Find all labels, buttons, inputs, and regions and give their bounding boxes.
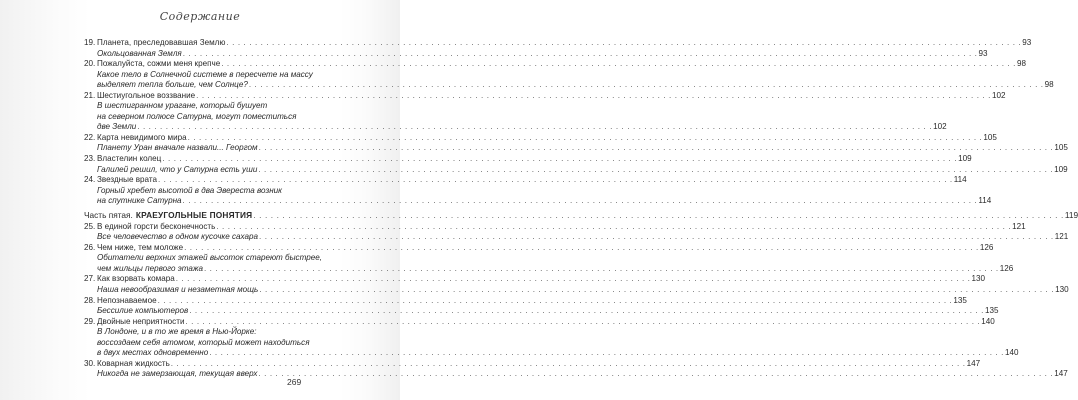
page-ref: 98 xyxy=(1044,80,1054,90)
toc-entry xyxy=(84,59,1054,91)
toc-subtitle-row xyxy=(84,285,1069,296)
toc-entry xyxy=(84,221,1069,243)
page-ref: 121 xyxy=(1054,232,1069,242)
leader-dots xyxy=(137,122,932,133)
section-title: КРАЕУГОЛЬНЫЕ ПОНЯТИЯ xyxy=(135,209,253,220)
toc-subtitle-row xyxy=(84,338,312,349)
toc-chapter-row xyxy=(84,132,997,144)
chapter-title: Карта невидимого мира xyxy=(97,132,187,142)
leader-dots xyxy=(258,369,1053,380)
leader-dots xyxy=(204,264,999,275)
chapter-number: 21. xyxy=(84,90,96,100)
toc-entry xyxy=(84,132,1068,154)
toc-chapter-row xyxy=(84,154,972,165)
chapter-number: 25. xyxy=(84,221,96,231)
section-heading xyxy=(84,209,1078,221)
toc-subtitle-row xyxy=(84,327,312,338)
chapter-title: В единой горсти бесконечность xyxy=(97,221,216,231)
chapter-subtitle: Горный хребет высотой в два Эвереста возник xyxy=(97,185,283,195)
toc-entry xyxy=(84,175,992,207)
toc-subtitle-row xyxy=(84,263,1014,275)
toc-chapter-row xyxy=(84,90,1006,102)
chapter-number: 20. xyxy=(84,59,96,69)
page-ref: 105 xyxy=(1054,143,1068,153)
chapter-number: 26. xyxy=(84,242,96,252)
chapter-number: 30. xyxy=(84,358,96,368)
toc-subtitle-row xyxy=(84,48,988,60)
leader-dots xyxy=(184,243,979,254)
chapter-subtitle: Окольцованная Земля xyxy=(97,48,182,58)
toc-chapter-row xyxy=(84,38,1032,49)
chapter-subtitle: Наша невообразимая и незаметная мощь xyxy=(97,285,259,295)
leader-dots xyxy=(249,80,1044,91)
toc-chapter-row xyxy=(84,358,981,370)
chapter-subtitle: Все человечество в одном кусочке сахара xyxy=(97,232,258,242)
chapter-number: 19. xyxy=(84,38,96,47)
chapter-title: Планета, преследовавшая Землю xyxy=(97,38,226,47)
toc-subtitle-row xyxy=(84,196,992,207)
leader-dots xyxy=(216,222,1011,233)
chapter-number: 24. xyxy=(84,175,96,185)
chapter-subtitle: чем жильцы первого этажа xyxy=(97,263,203,273)
page-ref: 109 xyxy=(1054,164,1068,174)
toc-entry xyxy=(84,90,1006,133)
page-ref: 93 xyxy=(1022,38,1032,47)
leader-dots xyxy=(176,274,971,285)
chapter-subtitle: Бессилие компьютеров xyxy=(97,306,189,316)
chapter-subtitle: Обитатели верхних этажей высоток стареют быстрее, xyxy=(97,253,323,263)
page-header: Содержание xyxy=(159,10,241,23)
chapter-title: Коварная жидкость xyxy=(97,358,170,368)
page-ref: 135 xyxy=(985,306,999,316)
toc-entry xyxy=(84,316,1019,359)
chapter-title: Чем ниже, тем моложе xyxy=(97,242,184,252)
toc-subtitle-row xyxy=(84,348,1019,359)
chapter-title: Властелин колец xyxy=(97,154,162,164)
page-ref: 98 xyxy=(1017,59,1027,69)
toc-chapter-row xyxy=(84,242,994,254)
page-ref: 114 xyxy=(953,175,967,185)
toc-subtitle-row xyxy=(84,369,1068,380)
page-ref: 135 xyxy=(953,295,967,305)
page-ref: 147 xyxy=(1054,369,1068,379)
page-ref: 102 xyxy=(933,122,947,132)
chapter-subtitle: на северном полюсе Сатурна, могут поместиться xyxy=(97,111,297,121)
page-ref: 114 xyxy=(978,196,992,206)
page-ref: 121 xyxy=(1012,221,1026,231)
toc-subtitle-row xyxy=(84,112,312,123)
leader-dots xyxy=(162,154,957,165)
toc-entry xyxy=(84,358,1068,380)
chapter-subtitle: Галилей решил, что у Сатурна есть уши xyxy=(97,164,258,174)
toc-subtitle-row xyxy=(84,70,312,81)
leader-dots xyxy=(226,38,1021,49)
leader-dots xyxy=(221,59,1016,70)
toc-chapter-row xyxy=(84,295,967,307)
chapter-subtitle: две Земли xyxy=(97,122,137,132)
page-ref: 130 xyxy=(1055,285,1069,295)
leader-dots xyxy=(171,359,966,370)
leader-dots xyxy=(259,285,1054,296)
chapter-subtitle: воссоздаем себя атомом, который может находиться xyxy=(97,337,310,347)
toc-subtitle-row xyxy=(84,164,1068,176)
chapter-subtitle: Какое тело в Солнечной системе в пересчете на массу xyxy=(97,69,313,79)
toc-subtitle-row xyxy=(84,306,999,317)
page-ref: 130 xyxy=(971,274,986,284)
page-ref: 105 xyxy=(983,132,997,142)
chapter-title: Как взорвать комара xyxy=(97,274,175,284)
chapter-title: Шестиугольное воззвание xyxy=(97,90,196,100)
chapter-subtitle: В Лондоне, и в то же время в Нью-Йорке: xyxy=(97,327,257,337)
chapter-subtitle: В шестигранном урагане, который бушует xyxy=(97,101,268,111)
chapter-number: 23. xyxy=(84,154,96,164)
page-ref: 140 xyxy=(1005,348,1019,358)
toc-subtitle-row xyxy=(84,186,312,197)
page-ref: 140 xyxy=(981,316,995,326)
leader-dots xyxy=(183,196,978,207)
leader-dots xyxy=(196,91,991,102)
chapter-subtitle: на спутнике Сатурна xyxy=(97,196,182,206)
toc-subtitle-row xyxy=(84,143,1068,154)
section-label: Часть пятая. xyxy=(84,209,133,220)
leader-dots xyxy=(259,143,1054,154)
toc-chapter-row xyxy=(84,221,1026,233)
page-ref: 109 xyxy=(958,154,972,164)
chapter-title: Двойные неприятности xyxy=(97,316,185,326)
toc-chapter-row xyxy=(84,59,1027,70)
toc-subtitle-row xyxy=(84,101,312,112)
toc-chapter-row xyxy=(84,316,995,328)
page-ref: 102 xyxy=(991,90,1006,100)
leader-dots xyxy=(259,232,1054,243)
chapter-number: 27. xyxy=(84,274,96,284)
page-ref: 147 xyxy=(966,358,981,368)
toc-entry xyxy=(84,242,1014,275)
toc-chapter-row xyxy=(84,175,967,186)
leader-dots xyxy=(188,133,983,144)
leader-dots xyxy=(209,348,1004,359)
leader-dots xyxy=(258,165,1053,176)
toc-chapter-row xyxy=(84,274,986,285)
leader-dots xyxy=(158,296,953,307)
toc-subtitle-row xyxy=(84,80,1054,91)
leader-dots xyxy=(158,175,953,186)
toc-entry xyxy=(84,38,1032,59)
chapter-number: 29. xyxy=(84,316,96,326)
chapter-title: Звездные врата xyxy=(97,175,157,185)
leader-dots xyxy=(253,210,1064,221)
chapter-subtitle: Планету Уран вначале назвали... Георгом xyxy=(97,143,258,153)
leader-dots xyxy=(189,306,984,317)
toc-entry xyxy=(84,274,1069,295)
table-of-contents xyxy=(84,38,1078,380)
page-ref: 93 xyxy=(978,48,988,58)
chapter-title: Пожалуйста, сожми меня крепче xyxy=(97,59,221,69)
chapter-subtitle: в двух местах одновременно xyxy=(97,348,209,358)
toc-subtitle-row xyxy=(84,232,1069,243)
toc-entry xyxy=(84,154,1068,175)
page-ref: 119 xyxy=(1064,209,1078,220)
chapter-number: 28. xyxy=(84,295,96,305)
chapter-subtitle: выделяет тепла больше, чем Солнце? xyxy=(97,80,248,90)
leader-dots xyxy=(183,49,978,60)
page-ref: 126 xyxy=(979,242,994,252)
chapter-subtitle: Никогда не замерзающая, текущая вверх xyxy=(97,369,258,379)
page-ref: 126 xyxy=(999,263,1014,273)
toc-subtitle-row xyxy=(84,253,323,264)
chapter-title: Непознаваемое xyxy=(97,295,157,305)
leader-dots xyxy=(185,317,980,328)
toc-entry xyxy=(84,295,999,317)
chapter-number: 22. xyxy=(84,132,96,142)
page-number: 269 xyxy=(287,377,302,387)
toc-subtitle-row xyxy=(84,122,947,133)
